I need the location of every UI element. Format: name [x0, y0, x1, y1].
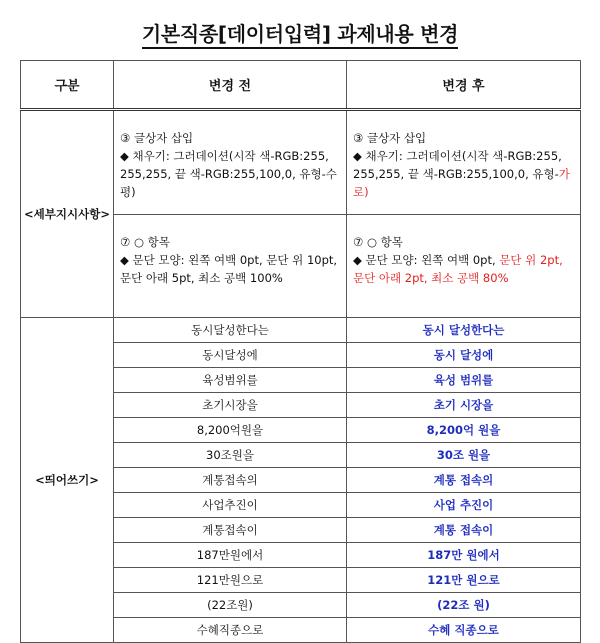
section-label-spacing: <띄어쓰기>	[21, 318, 114, 643]
before-cell: 8,200억원을	[114, 418, 347, 443]
detail-after-cell	[347, 215, 581, 318]
after-cell: 30조 원을	[347, 443, 581, 468]
detail-line: ◆ 채우기: 그러데이션(시작 색-RGB:255,	[353, 149, 562, 163]
changes-table	[20, 60, 581, 643]
after-cell: 동시 달성한다는	[347, 318, 581, 343]
after-cell: 계통 접속의	[347, 468, 581, 493]
before-cell: 계통접속의	[114, 468, 347, 493]
detail-line: 문단 아래 5pt, 최소 공백 100%	[120, 271, 283, 285]
before-cell: 121만원으로	[114, 568, 347, 593]
after-cell: 수혜 직종으로	[347, 618, 581, 643]
changed-text: 문단 위 2pt,	[499, 253, 563, 267]
spacing-row	[21, 318, 581, 343]
before-cell: (22조원)	[114, 593, 347, 618]
after-cell: 초기 시장을	[347, 393, 581, 418]
page-title	[0, 18, 600, 47]
detail-line: ⑦ ○ 항목	[353, 235, 403, 249]
changed-text: 가로)	[353, 167, 570, 199]
after-cell: 동시 달성에	[347, 343, 581, 368]
changed-text: 문단 아래 2pt, 최소 공백 80%	[353, 271, 509, 285]
after-cell: (22조 원)	[347, 593, 581, 618]
before-cell: 사업추진이	[114, 493, 347, 518]
header-row	[21, 61, 581, 110]
detail-line: ⑦ ○ 항목	[120, 235, 170, 249]
header-after: 변경 후	[347, 61, 581, 110]
before-cell: 초기시장을	[114, 393, 347, 418]
before-cell: 육성범위를	[114, 368, 347, 393]
detail-before-cell	[114, 215, 347, 318]
detail-line: ◆ 채우기: 그러데이션(시작 색-RGB:255,	[120, 149, 329, 163]
after-cell: 121만 원으로	[347, 568, 581, 593]
header-before: 변경 전	[114, 61, 347, 110]
detail-line: ◆ 문단 모양: 왼쪽 여백 0pt, 문단 위 10pt,	[120, 253, 338, 267]
before-cell: 수혜직종으로	[114, 618, 347, 643]
before-cell: 계통접속이	[114, 518, 347, 543]
after-cell: 육성 범위를	[347, 368, 581, 393]
detail-line: 255,255, 끝 색-RGB:255,100,0, 유형-가로)	[353, 167, 570, 199]
detail-line	[353, 269, 576, 287]
before-cell: 30조원을	[114, 443, 347, 468]
after-cell: 사업 추진이	[347, 493, 581, 518]
page-title-text: 기본직종[데이터입력] 과제내용 변경	[142, 22, 458, 49]
detail-line: ③ 글상자 삽입	[120, 131, 194, 145]
detail-row-1	[21, 110, 581, 215]
detail-after-cell	[347, 110, 581, 215]
detail-before-cell	[114, 110, 347, 215]
detail-line: ◆ 문단 모양: 왼쪽 여백 0pt, 문단 위 2pt,	[353, 253, 563, 267]
before-cell: 187만원에서	[114, 543, 347, 568]
after-cell: 계통 접속이	[347, 518, 581, 543]
header-category: 구분	[21, 61, 114, 110]
after-cell: 8,200억 원을	[347, 418, 581, 443]
before-cell: 동시달성한다는	[114, 318, 347, 343]
after-cell: 187만 원에서	[347, 543, 581, 568]
before-cell: 동시달성에	[114, 343, 347, 368]
section-label-details: <세부지시사항>	[21, 110, 114, 318]
detail-line: ③ 글상자 삽입	[353, 131, 427, 145]
detail-line: 255,255, 끝 색-RGB:255,100,0, 유형-수평)	[120, 167, 337, 199]
